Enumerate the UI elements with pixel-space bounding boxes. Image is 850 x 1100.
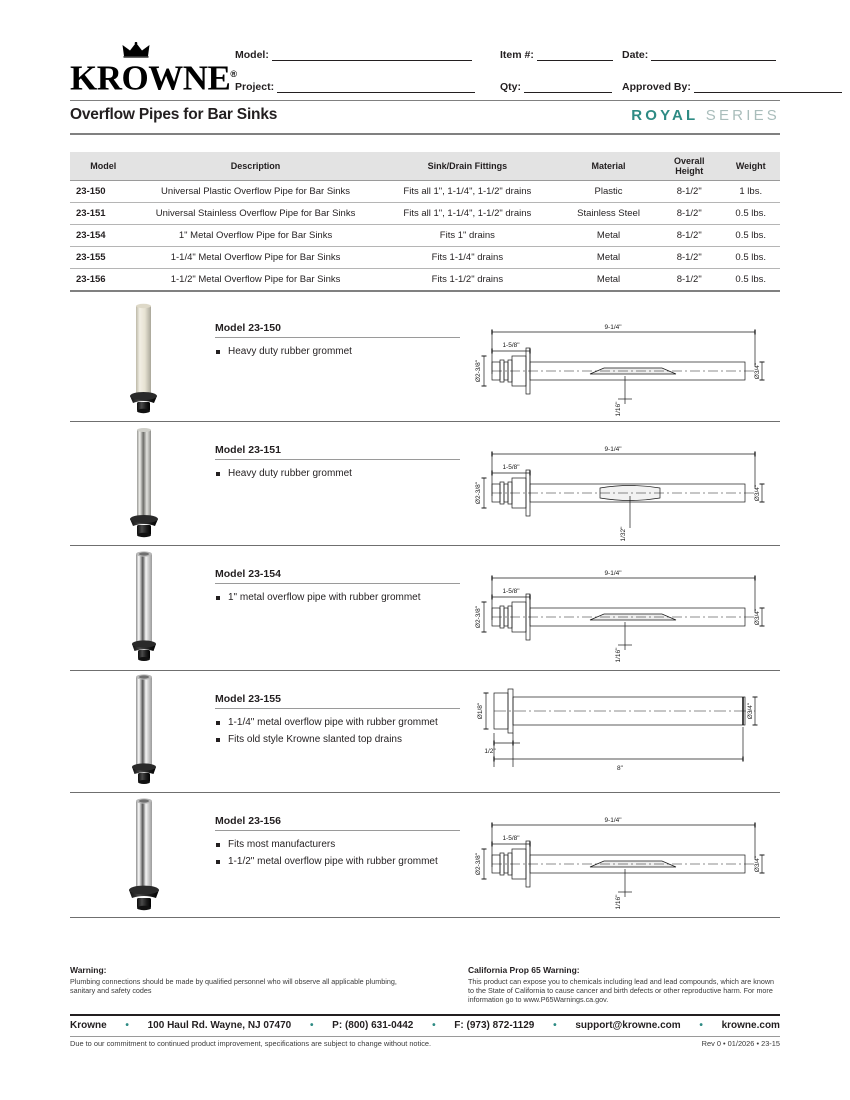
product-title-23-155: Model 23-155 <box>215 693 281 705</box>
dim-slot: 1/16" <box>615 647 622 663</box>
product-copy-23-155 <box>215 693 465 749</box>
series-badge <box>631 107 780 124</box>
col-header-fittings: Sink/Drain Fittings <box>375 152 561 181</box>
table-row <box>70 181 780 203</box>
contact-company: Krowne <box>70 1020 107 1031</box>
product-title-rule <box>215 583 460 584</box>
cell-material: Metal <box>560 225 657 247</box>
feature-list-23-154 <box>215 591 465 605</box>
technical-drawing-23-155 <box>470 675 770 790</box>
technical-drawing-23-151 <box>470 426 770 541</box>
col-header-weight: Weight <box>721 152 780 181</box>
field-approved-by-input[interactable] <box>694 80 842 93</box>
registered-mark: ® <box>230 69 237 79</box>
dim-flange-length: 1-5/8" <box>502 588 520 595</box>
product-section-23-154 <box>70 546 780 671</box>
dim-flange-length: 1-5/8" <box>502 464 520 471</box>
feature-item: Fits old style Krowne slanted top drains <box>215 733 465 747</box>
table-row <box>70 269 780 292</box>
product-section-23-151 <box>70 422 780 546</box>
dim-length: 9-1/4" <box>604 570 622 577</box>
feature-list-23-150 <box>215 345 465 359</box>
bullet-separator: • <box>309 1020 314 1031</box>
cell-fittings: Fits 1-1/4" drains <box>375 247 561 269</box>
field-date[interactable] <box>622 48 847 61</box>
cell-material: Plastic <box>560 181 657 203</box>
bullet-separator: • <box>699 1020 703 1031</box>
cell-description: Universal Stainless Overflow Pipe for Bar Sinks <box>137 203 375 225</box>
cell-weight: 0.5 lbs. <box>721 247 780 269</box>
cell-description: 1-1/2" Metal Overflow Pipe for Bar Sinks <box>137 269 375 292</box>
field-project-input[interactable] <box>277 80 475 93</box>
specification-table <box>70 152 780 292</box>
dim-length: 9-1/4" <box>604 817 622 824</box>
contact-phone[interactable]: P: (800) 631-0442 <box>332 1020 414 1031</box>
warning-heading: Warning: <box>70 965 107 975</box>
warning-body: Plumbing connections should be made by qualified personnel who will observe all applicable plumbing, sanitary and safety codes <box>70 977 397 996</box>
field-approved-by-label: Approved By: <box>622 81 691 93</box>
cell-fittings: Fits all 1", 1-1/4", 1-1/2" drains <box>375 203 561 225</box>
warning-block <box>70 965 400 995</box>
dim-slot: 1/16" <box>615 401 622 417</box>
cell-description: 1" Metal Overflow Pipe for Bar Sinks <box>137 225 375 247</box>
technical-drawing-23-154 <box>470 550 770 665</box>
page-title: Overflow Pipes for Bar Sinks <box>70 106 278 123</box>
feature-item: Heavy duty rubber grommet <box>215 345 465 359</box>
field-model-label: Model: <box>235 49 269 61</box>
cell-weight: 0.5 lbs. <box>721 203 780 225</box>
contact-website[interactable]: krowne.com <box>721 1020 780 1031</box>
bullet-separator: • <box>432 1020 436 1031</box>
title-divider <box>70 133 780 135</box>
disclaimer-bar <box>70 1039 780 1048</box>
product-title-rule <box>215 337 460 338</box>
product-copy-23-151 <box>215 444 465 484</box>
cell-weight: 0.5 lbs. <box>721 269 780 292</box>
document-header <box>70 40 780 102</box>
dim-flange-diameter: Ø1/8" <box>477 702 484 720</box>
product-title-rule <box>215 708 460 709</box>
product-title-23-150: Model 23-150 <box>215 322 281 334</box>
field-qty-label: Qty: <box>500 81 521 93</box>
product-photo-23-151 <box>100 422 190 545</box>
brand-wordmark: KROWNE® <box>70 58 237 98</box>
field-project-label: Project: <box>235 81 275 93</box>
feature-list-23-155 <box>215 716 465 746</box>
field-qty[interactable] <box>500 80 620 93</box>
feature-list-23-156 <box>215 838 465 868</box>
prop65-body: This product can expose you to chemicals including lead and lead compounds, which are known to the State of California to cause cancer and birth defects or other reproductive harm. For more information go to www.P65Warnings.ca.gov. <box>468 977 775 1005</box>
dim-slot: 1/16" <box>615 894 622 910</box>
krowne-logo <box>70 42 237 98</box>
field-model-input[interactable] <box>272 48 472 61</box>
contact-divider <box>70 1014 780 1016</box>
cell-description: 1-1/4" Metal Overflow Pipe for Bar Sinks <box>137 247 375 269</box>
dim-pipe-diameter: Ø3/4" <box>747 702 754 720</box>
disclaimer-text: Due to our commitment to continued product improvement, specifications are subject to change without notice. <box>70 1039 432 1048</box>
cell-fittings: Fits 1" drains <box>375 225 561 247</box>
cell-model: 23-150 <box>70 181 137 203</box>
dim-pipe-diameter: Ø3/4" <box>754 362 761 380</box>
product-title-rule <box>215 830 460 831</box>
contact-bar <box>70 1020 780 1031</box>
dim-slot: 1/32" <box>620 526 627 541</box>
prop65-block <box>468 965 780 1005</box>
cell-height: 8-1/2" <box>657 203 722 225</box>
product-photo-23-156 <box>100 793 190 917</box>
feature-item: Fits most manufacturers <box>215 838 465 852</box>
product-photo-23-154 <box>100 546 190 670</box>
feature-list-23-151 <box>215 467 465 481</box>
dim-pipe-diameter: Ø3/4" <box>754 855 761 873</box>
table-row <box>70 247 780 269</box>
field-item-label: Item #: <box>500 49 534 61</box>
feature-item: 1" metal overflow pipe with rubber grommet <box>215 591 465 605</box>
product-section-23-156 <box>70 793 780 918</box>
product-copy-23-156 <box>215 815 465 871</box>
field-item[interactable] <box>500 48 620 61</box>
cell-material: Stainless Steel <box>560 203 657 225</box>
bullet-separator: • <box>553 1020 557 1031</box>
field-qty-input[interactable] <box>524 80 612 93</box>
prop65-heading: California Prop 65 Warning: <box>468 965 580 975</box>
cell-height: 8-1/2" <box>657 181 722 203</box>
col-header-description: Description <box>137 152 375 181</box>
dim-length: 9-1/4" <box>604 446 622 453</box>
cell-weight: 1 lbs. <box>721 181 780 203</box>
field-approved-by[interactable] <box>622 80 847 93</box>
product-copy-23-154 <box>215 568 465 608</box>
feature-item: Heavy duty rubber grommet <box>215 467 465 481</box>
technical-drawing-23-156 <box>470 797 770 912</box>
col-header-material: Material <box>560 152 657 181</box>
cell-material: Metal <box>560 247 657 269</box>
cell-model: 23-151 <box>70 203 137 225</box>
dim-flange-length: 1-5/8" <box>502 835 520 842</box>
order-fields <box>235 40 780 102</box>
cell-material: Metal <box>560 269 657 292</box>
dim-flange-diameter: Ø2-3/8" <box>475 605 482 629</box>
dim-pipe-diameter: Ø3/4" <box>754 608 761 626</box>
dim-flange-diameter: Ø2-3/8" <box>475 359 482 383</box>
product-title-23-156: Model 23-156 <box>215 815 281 827</box>
cell-fittings: Fits 1-1/2" drains <box>375 269 561 292</box>
product-title-rule <box>215 459 460 460</box>
product-copy-23-150 <box>215 322 465 362</box>
table-row <box>70 203 780 225</box>
header-divider <box>70 100 780 101</box>
dim-length: 9-1/4" <box>604 324 622 331</box>
dim-pipe-diameter: Ø3/4" <box>754 484 761 502</box>
field-date-input[interactable] <box>651 48 776 61</box>
cell-height: 8-1/2" <box>657 225 722 247</box>
product-photo-23-155 <box>100 671 190 792</box>
col-header-overall-height: Overall Height <box>657 152 722 181</box>
cell-fittings: Fits all 1", 1-1/4", 1-1/2" drains <box>375 181 561 203</box>
dim-length: 8" <box>617 765 623 772</box>
col-header-model: Model <box>70 152 137 181</box>
field-date-label: Date: <box>622 49 649 61</box>
dim-flange-length: 1-5/8" <box>502 342 520 349</box>
dim-flange-length: 1/2" <box>484 748 496 755</box>
product-section-23-155 <box>70 671 780 793</box>
product-title-23-151: Model 23-151 <box>215 444 281 456</box>
revision-text: Rev 0 • 01/2026 • 23-15 <box>701 1039 780 1048</box>
product-photo-23-150 <box>100 300 190 421</box>
field-project[interactable] <box>235 80 495 93</box>
cell-model: 23-155 <box>70 247 137 269</box>
product-title-23-154: Model 23-154 <box>215 568 281 580</box>
cell-height: 8-1/2" <box>657 269 722 292</box>
cell-model: 23-156 <box>70 269 137 292</box>
product-sections <box>70 300 780 918</box>
disclaimer-divider <box>70 1036 780 1037</box>
dim-flange-diameter: Ø2-3/8" <box>475 852 482 876</box>
technical-drawing-23-150 <box>470 304 770 419</box>
cell-description: Universal Plastic Overflow Pipe for Bar Sinks <box>137 181 375 203</box>
cell-model: 23-154 <box>70 225 137 247</box>
field-item-input[interactable] <box>537 48 613 61</box>
contact-fax: F: (973) 872-1129 <box>454 1020 535 1031</box>
series-primary: ROYAL <box>631 107 699 124</box>
contact-address: 100 Haul Rd. Wayne, NJ 07470 <box>147 1020 292 1031</box>
contact-email[interactable]: support@krowne.com <box>575 1020 681 1031</box>
bullet-separator: • <box>125 1020 129 1031</box>
table-row <box>70 225 780 247</box>
feature-item: 1-1/4" metal overflow pipe with rubber grommet <box>215 716 465 730</box>
feature-item: 1-1/2" metal overflow pipe with rubber grommet <box>215 855 465 869</box>
product-section-23-150 <box>70 300 780 422</box>
field-model[interactable] <box>235 48 495 61</box>
series-secondary: SERIES <box>705 107 780 124</box>
cell-weight: 0.5 lbs. <box>721 225 780 247</box>
cell-height: 8-1/2" <box>657 247 722 269</box>
dim-flange-diameter: Ø2-3/8" <box>475 481 482 505</box>
